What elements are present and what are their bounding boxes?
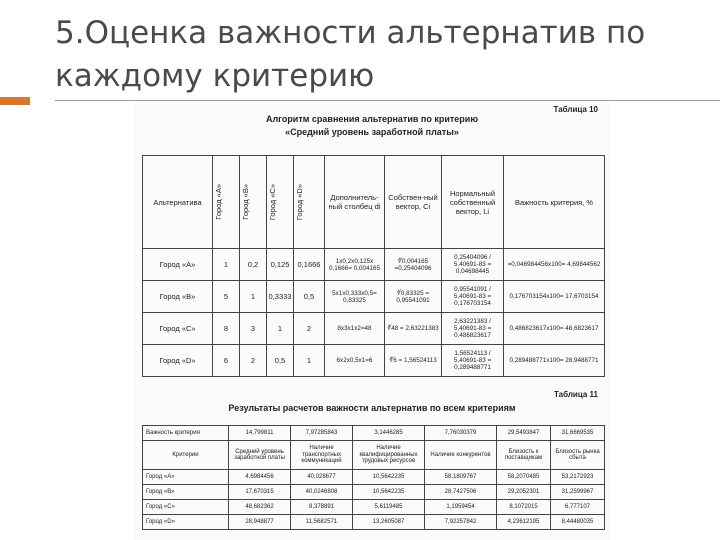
value-cell: 17,670315 xyxy=(229,485,291,500)
criterion-cell: Близость рынка сбыта xyxy=(551,441,605,470)
value-cell: 1 xyxy=(294,345,325,377)
criterion-cell: Наличие конкурентов xyxy=(425,441,497,470)
table-header-row xyxy=(143,156,605,249)
value-cell: 4,23612195 xyxy=(497,515,551,530)
header-cell: Нормальный собственный вектор, Li xyxy=(442,156,504,249)
alt-cell: Город «D» xyxy=(143,345,213,377)
importance-cell: =0,046984456х100= 4,69844562 xyxy=(504,249,605,281)
di-cell: 6х2х0,5х1=6 xyxy=(325,345,385,377)
table-row xyxy=(143,345,605,377)
value-cell: 3,1446285 xyxy=(353,426,425,441)
li-cell: 2,63221383 / 5,40691-83 = 0,486823617 xyxy=(442,313,504,345)
value-cell: 31,2599967 xyxy=(551,485,605,500)
value-cell: 29,2052301 xyxy=(497,485,551,500)
value-cell: 8,378891 xyxy=(291,500,353,515)
criteria-row xyxy=(143,441,605,470)
value-cell: 10,5642235 xyxy=(353,470,425,485)
header-cell xyxy=(294,156,325,249)
value-cell: 0,3333 xyxy=(267,281,294,313)
value-cell: 5,6119485 xyxy=(353,500,425,515)
importance-cell: 0,176703154х100= 17,6703154 xyxy=(504,281,605,313)
value-cell: 4,6984456 xyxy=(229,470,291,485)
title-accent-bar xyxy=(0,97,30,105)
value-cell: 58,1809767 xyxy=(425,470,497,485)
di-cell: 8х3х1х2=48 xyxy=(325,313,385,345)
criterion-cell: Наличие квалифицированных трудовых ресурсов xyxy=(353,441,425,470)
value-cell: 6,777107 xyxy=(551,500,605,515)
value-cell: 6 xyxy=(213,345,240,377)
header-cell: Важность критерия, % xyxy=(504,156,605,249)
value-cell: 28,7427506 xyxy=(425,485,497,500)
row-label: Критерии xyxy=(143,441,229,470)
importance-cell: 0,486823617х100= 48,6823617 xyxy=(504,313,605,345)
value-cell: 28,948877 xyxy=(229,515,291,530)
di-cell: 1х0,2х0,125х 0,1666= 0,004165 xyxy=(325,249,385,281)
header-cell: Собствен-ный вектор, Ci xyxy=(385,156,442,249)
ci-cell: ∜48 = 2,63221383 xyxy=(385,313,442,345)
table11-number: Таблица 11 xyxy=(553,390,598,399)
value-cell: 7,76030379 xyxy=(425,426,497,441)
ci-cell: ∜0,004165 =0,25404096 xyxy=(385,249,442,281)
value-cell: 1 xyxy=(213,249,240,281)
value-cell: 0,5 xyxy=(294,281,325,313)
value-cell: 14,799811 xyxy=(229,426,291,441)
value-cell: 7,97285843 xyxy=(291,426,353,441)
table-row xyxy=(143,485,605,500)
value-cell: 8,1072015 xyxy=(497,500,551,515)
value-cell: 11,5682571 xyxy=(291,515,353,530)
value-cell: 53,2172923 xyxy=(551,470,605,485)
value-cell: 1,1959454 xyxy=(425,500,497,515)
li-cell: 1,56524113 / 5,40691-83 = 0,289488771 xyxy=(442,345,504,377)
value-cell: 7,92257842 xyxy=(425,515,497,530)
ci-cell: ∜0,83325 = 0,95541091 xyxy=(385,281,442,313)
criterion-cell: Наличие транспортных коммуникаций xyxy=(291,441,353,470)
alt-cell: Город «С» xyxy=(143,500,229,515)
table10-number: Таблица 10 xyxy=(553,105,598,114)
header-text: Город «В» xyxy=(241,184,250,220)
value-cell: 40,0246808 xyxy=(291,485,353,500)
value-cell: 5 xyxy=(213,281,240,313)
header-text: Город «D» xyxy=(295,183,304,221)
table-row xyxy=(143,249,605,281)
slide-title: 5.Оценка важности альтернатив по каждому критерию xyxy=(55,15,646,94)
title-divider xyxy=(55,100,720,101)
importance-cell: 0,289488771х100= 28,9488771 xyxy=(504,345,605,377)
value-cell: 29,5493847 xyxy=(497,426,551,441)
header-cell xyxy=(267,156,294,249)
header-cell: Дополнитель-ный столбец di xyxy=(325,156,385,249)
results-table xyxy=(142,425,605,530)
table-row xyxy=(143,515,605,530)
value-cell: 58,2070485 xyxy=(497,470,551,485)
table-row xyxy=(143,281,605,313)
value-cell: 0,2 xyxy=(240,249,267,281)
header-cell: Альтернатива xyxy=(143,156,213,249)
value-cell: 31,6669535 xyxy=(551,426,605,441)
table-row xyxy=(143,313,605,345)
alt-cell: Город «А» xyxy=(143,470,229,485)
value-cell: 8 xyxy=(213,313,240,345)
alt-cell: Город «В» xyxy=(143,281,213,313)
header-text: Город «С» xyxy=(268,183,277,221)
value-cell: 0,5 xyxy=(267,345,294,377)
di-cell: 5х1х0,333х0,5= 0,83325 xyxy=(325,281,385,313)
table-row xyxy=(143,470,605,485)
value-cell: 1 xyxy=(240,281,267,313)
value-cell: 0,125 xyxy=(267,249,294,281)
header-cell xyxy=(213,156,240,249)
header-cell xyxy=(240,156,267,249)
header-text: Город «А» xyxy=(214,184,223,220)
table10-caption-line2: «Средний уровень заработной платы» xyxy=(285,127,459,137)
row-label: Важность критерия xyxy=(143,426,229,441)
value-cell: 8,44480035 xyxy=(551,515,605,530)
comparison-table xyxy=(142,155,605,377)
alt-cell: Город «С» xyxy=(143,313,213,345)
value-cell: 48,682362 xyxy=(229,500,291,515)
li-cell: 0,95541091 / 5,40691-83 = 0,176703154 xyxy=(442,281,504,313)
value-cell: 3 xyxy=(240,313,267,345)
li-cell: 0,25404096 / 5,40691-83 = 0,04698445 xyxy=(442,249,504,281)
value-cell: 2 xyxy=(240,345,267,377)
table-row xyxy=(143,500,605,515)
criterion-cell: Средний уровень заработной платы xyxy=(229,441,291,470)
value-cell: 13,2605087 xyxy=(353,515,425,530)
ci-cell: ∜6 = 1,56524113 xyxy=(385,345,442,377)
alt-cell: Город «А» xyxy=(143,249,213,281)
value-cell: 40,028677 xyxy=(291,470,353,485)
alt-cell: Город «D» xyxy=(143,515,229,530)
value-cell: 10,5642235 xyxy=(353,485,425,500)
table11-caption: Результаты расчетов важности альтернатив по всем критериям xyxy=(228,403,516,413)
value-cell: 0,1666 xyxy=(294,249,325,281)
value-cell: 2 xyxy=(294,313,325,345)
scanned-tables xyxy=(134,103,610,540)
criterion-cell: Близость к поставщикам xyxy=(497,441,551,470)
value-cell: 1 xyxy=(267,313,294,345)
importance-row xyxy=(143,426,605,441)
alt-cell: Город «В» xyxy=(143,485,229,500)
table10-caption-line1: Алгоритм сравнения альтернатив по критерию xyxy=(265,114,479,124)
